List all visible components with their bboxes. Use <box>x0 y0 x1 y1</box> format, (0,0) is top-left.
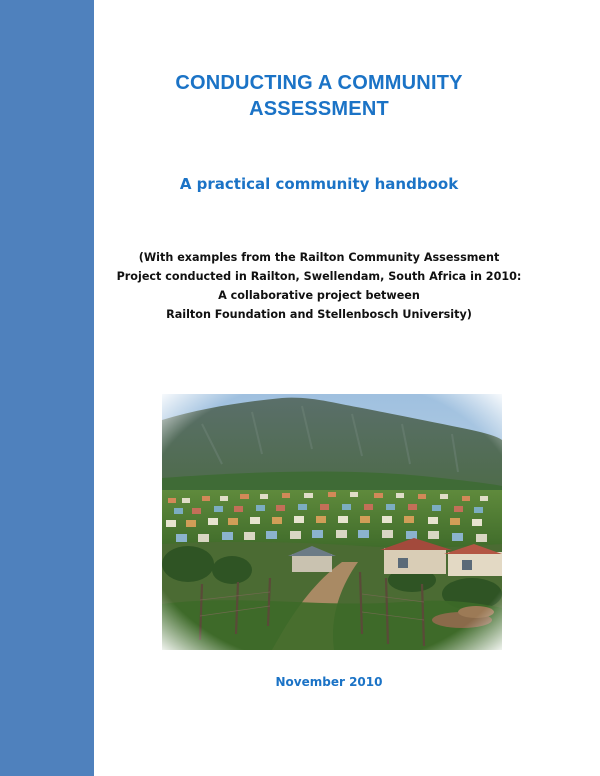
description-line-2: Project conducted in Railton, Swellendam, South Africa in 2010: <box>116 270 522 283</box>
publication-date: November 2010 <box>275 675 383 689</box>
description-line-1: (With examples from the Railton Community Assessment <box>138 251 500 264</box>
description-line-3: A collaborative project between <box>218 289 420 302</box>
title-line-1: CONDUCTING A COMMUNITY <box>175 72 463 94</box>
document-subtitle: A practical community handbook <box>179 175 459 193</box>
description-line-4: Railton Foundation and Stellenbosch University) <box>166 308 472 321</box>
side-color-band <box>0 0 94 776</box>
cover-photo-township-landscape <box>162 394 502 650</box>
document-title <box>94 70 544 122</box>
photo-illustration <box>162 394 502 650</box>
cover-page <box>94 0 600 776</box>
title-line-2: ASSESSMENT <box>249 98 389 120</box>
document-description <box>94 248 544 324</box>
